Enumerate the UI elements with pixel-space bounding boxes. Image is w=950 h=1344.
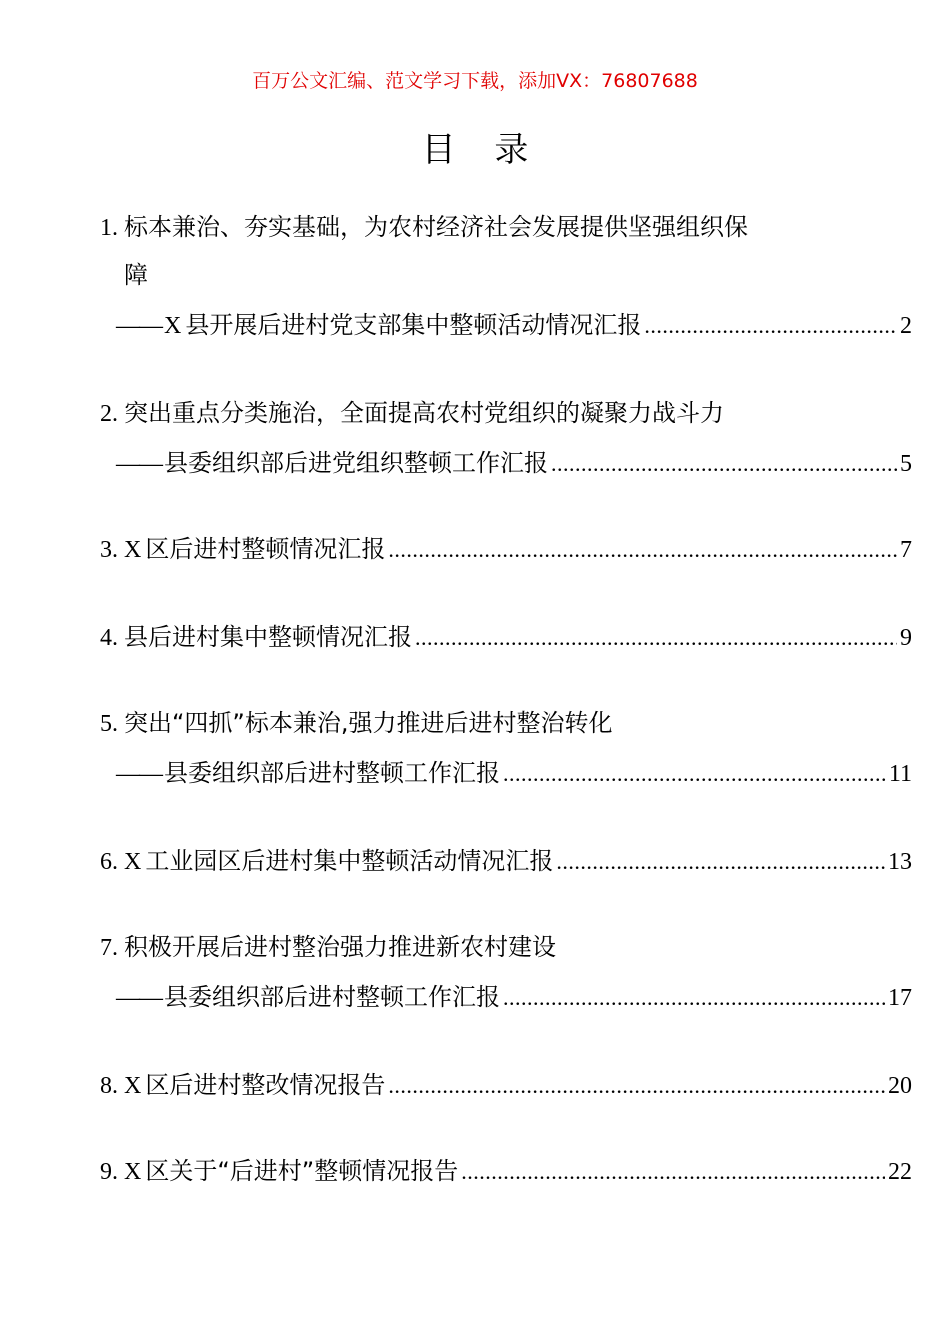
toc-entry-7-title[interactable]: [100, 930, 912, 964]
toc-entry-5-title[interactable]: [100, 706, 912, 740]
toc-entry-number: 1.: [100, 215, 118, 241]
dot-leader: [388, 533, 897, 567]
dot-leader: [556, 845, 885, 879]
toc-entry-number: 9.: [100, 1159, 118, 1185]
toc-entry-title: 突出重点分类施治，全面提高农村党组织的凝聚力战斗力: [124, 399, 724, 427]
toc-entry-prefix: X: [164, 313, 182, 339]
toc-entry-number: 6.: [100, 849, 118, 875]
toc-entry-number: 4.: [100, 625, 118, 651]
toc-entry-5-subtitle[interactable]: [116, 756, 912, 790]
toc-page-number: 5: [900, 451, 912, 477]
toc-entry-prefix: X: [124, 849, 142, 875]
toc-entry-title: 工业园区后进村集中整顿活动情况汇报: [145, 847, 554, 875]
toc-entry-number: 2.: [100, 401, 118, 427]
toc-entry-prefix: X: [124, 537, 142, 563]
header-note: 百万公文汇编、范文学习下载，添加VX：76807688: [252, 70, 698, 92]
dot-leader: [503, 757, 886, 791]
toc-entry-3[interactable]: [100, 532, 912, 566]
dot-leader: [551, 447, 897, 481]
dot-leader: [644, 309, 897, 343]
toc-page-number: 20: [888, 1073, 912, 1099]
toc-entry-title: 突出“四抓”标本兼治,强力推进后进村整治转化: [124, 709, 613, 737]
toc-entry-number: 3.: [100, 537, 118, 563]
toc-page-number: 2: [900, 313, 912, 339]
toc-entry-1-title-continued[interactable]: [124, 258, 912, 292]
toc-entry-1-subtitle[interactable]: [116, 308, 912, 342]
toc-entry-title-continued: 障: [124, 261, 148, 289]
toc-entry-subtitle: 县开展后进村党支部集中整顿活动情况汇报: [185, 311, 642, 339]
toc-page-number: 11: [888, 761, 912, 787]
toc-entry-title: 区关于“后进村”整顿情况报告: [145, 1157, 459, 1185]
toc-entry-title: 区后进村整顿情况汇报: [145, 535, 386, 563]
toc-entry-6[interactable]: [100, 844, 912, 878]
dot-leader: [461, 1155, 885, 1189]
toc-entry-prefix: X: [124, 1073, 142, 1099]
dot-leader: [415, 621, 897, 655]
page-title: 目 录: [421, 130, 543, 170]
toc-entry-dash: ——: [116, 761, 162, 787]
toc-entry-4[interactable]: [100, 620, 912, 654]
toc-entry-title: 标本兼治、夯实基础，为农村经济社会发展提供坚强组织保: [124, 213, 748, 241]
toc-entry-dash: ——: [116, 985, 162, 1011]
toc-entry-title: 县后进村集中整顿情况汇报: [124, 623, 412, 651]
toc-entry-2-title[interactable]: [100, 396, 912, 430]
toc-entry-prefix: X: [124, 1159, 142, 1185]
toc-entry-number: 8.: [100, 1073, 118, 1099]
toc-entry-number: 7.: [100, 935, 118, 961]
toc-entry-dash: ——: [116, 313, 162, 339]
toc-entry-7-subtitle[interactable]: [116, 980, 912, 1014]
toc-page-number: 7: [900, 537, 912, 563]
toc-entry-9[interactable]: [100, 1154, 912, 1188]
toc-page-number: 22: [888, 1159, 912, 1185]
toc-page-number: 17: [888, 985, 912, 1011]
toc-entry-subtitle: 县委组织部后进党组织整顿工作汇报: [164, 449, 548, 477]
toc-entry-subtitle: 县委组织部后进村整顿工作汇报: [164, 759, 500, 787]
toc-page-number: 9: [900, 625, 912, 651]
toc-entry-title: 区后进村整改情况报告: [145, 1071, 386, 1099]
dot-leader: [388, 1069, 885, 1103]
toc-entry-number: 5.: [100, 711, 118, 737]
toc-entry-dash: ——: [116, 451, 162, 477]
toc-entry-subtitle: 县委组织部后进村整顿工作汇报: [164, 983, 500, 1011]
toc-entry-1-title[interactable]: [100, 210, 912, 244]
toc-entry-2-subtitle[interactable]: [116, 446, 912, 480]
toc-page-number: 13: [888, 849, 912, 875]
toc-entry-8[interactable]: [100, 1068, 912, 1102]
dot-leader: [503, 981, 885, 1015]
toc-entry-title: 积极开展后进村整治强力推进新农村建设: [124, 933, 556, 961]
